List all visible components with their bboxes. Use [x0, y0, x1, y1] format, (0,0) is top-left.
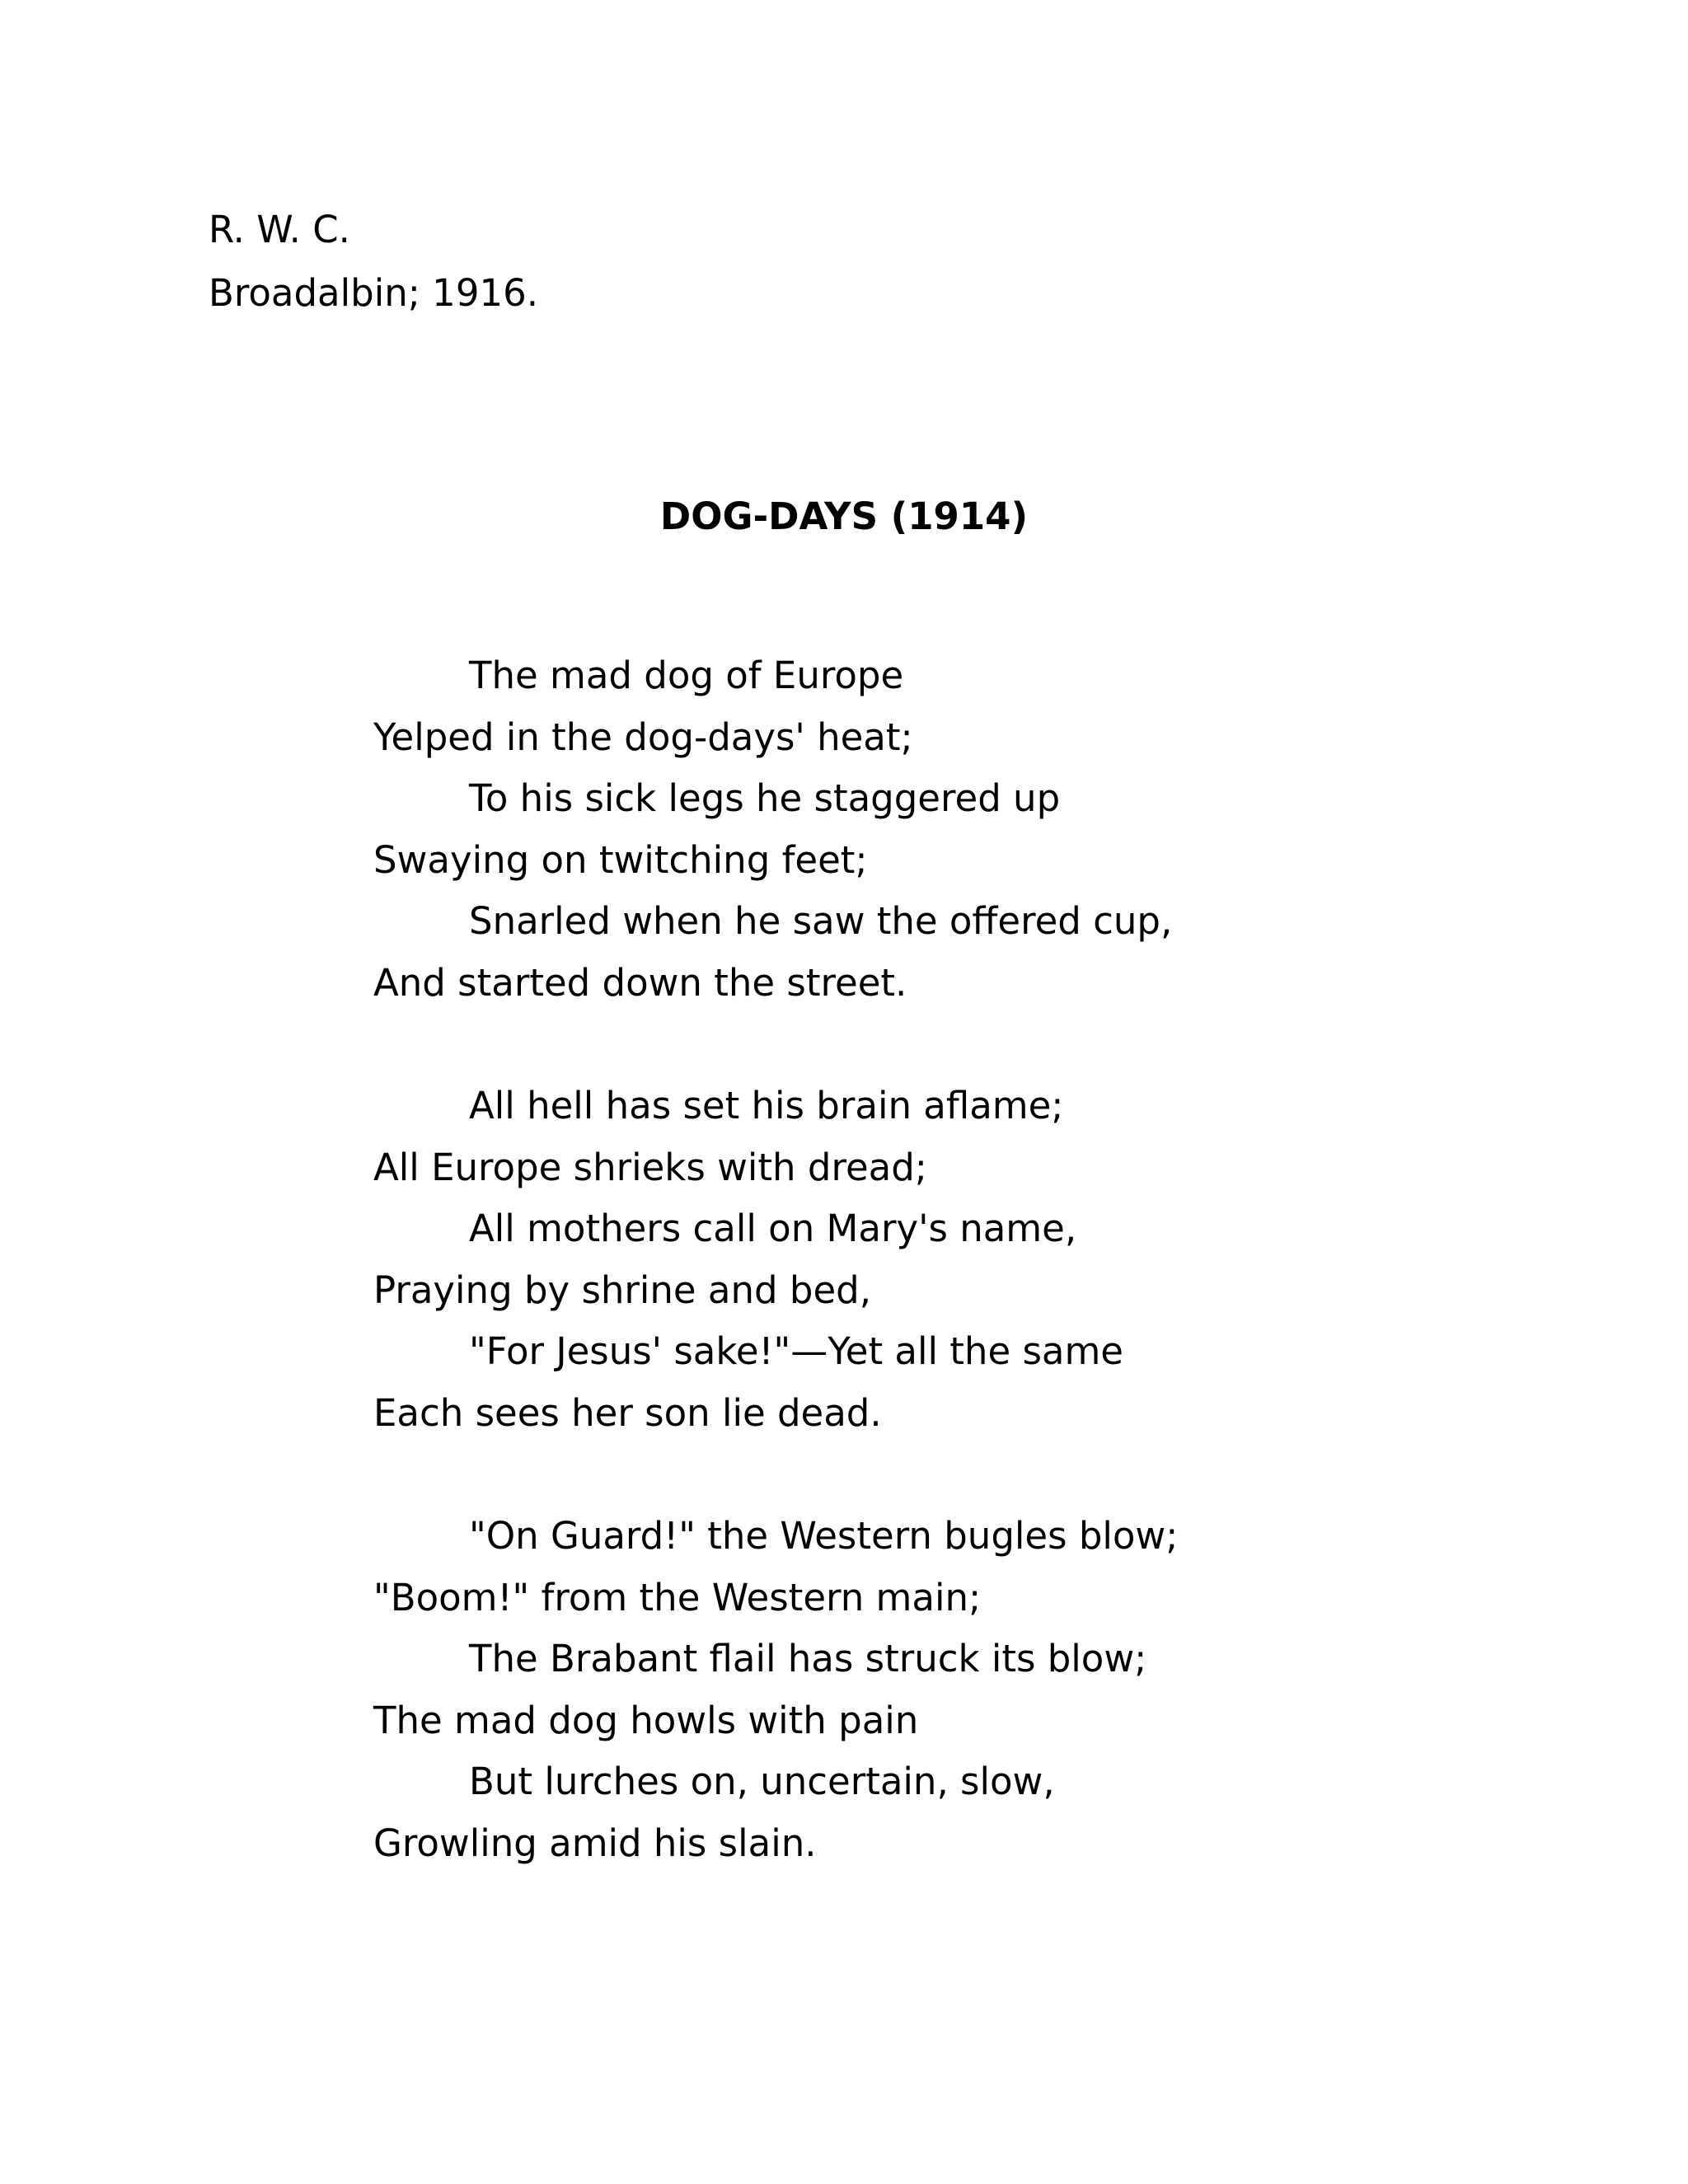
- poem-line: "For Jesus' sake!"—Yet all the same: [469, 1329, 1123, 1373]
- stanza: [373, 645, 1178, 1014]
- poem-line: All Europe shrieks with dread;: [373, 1145, 927, 1189]
- poem-line: "On Guard!" the Western bugles blow;: [469, 1514, 1179, 1558]
- poem-line: Swaying on twitching feet;: [373, 837, 868, 882]
- poem-line: Praying by shrine and bed,: [373, 1268, 872, 1312]
- poem-line: The mad dog howls with pain: [373, 1698, 919, 1742]
- author-initials: R. W. C.: [209, 208, 350, 251]
- poem-line: The Brabant flail has struck its blow;: [469, 1637, 1147, 1680]
- stanza: [373, 1076, 1178, 1444]
- signature-block: [209, 198, 538, 325]
- poem-line: And started down the street.: [373, 960, 907, 1005]
- poem-line: Growling amid his slain.: [373, 1821, 817, 1865]
- poem-line: Yelped in the dog-days' heat;: [373, 715, 913, 759]
- poem-title: DOG-DAYS (1914): [659, 494, 1029, 538]
- poem-line: All hell has set his brain aflame;: [469, 1084, 1064, 1127]
- poem-line: The mad dog of Europe: [469, 654, 904, 697]
- poem-body: [373, 645, 1178, 1936]
- poem-line: "Boom!" from the Western main;: [373, 1575, 982, 1619]
- poem-line: But lurches on, uncertain, slow,: [469, 1760, 1055, 1803]
- poem-line: Snarled when he saw the offered cup,: [469, 899, 1173, 943]
- poem-line: Each sees her son lie dead.: [373, 1390, 882, 1435]
- poem-line: To his sick legs he staggered up: [469, 776, 1061, 820]
- place-and-date: Broadalbin; 1916.: [209, 271, 539, 315]
- stanza: [373, 1506, 1178, 1874]
- poem-line: All mothers call on Mary's name,: [469, 1207, 1077, 1250]
